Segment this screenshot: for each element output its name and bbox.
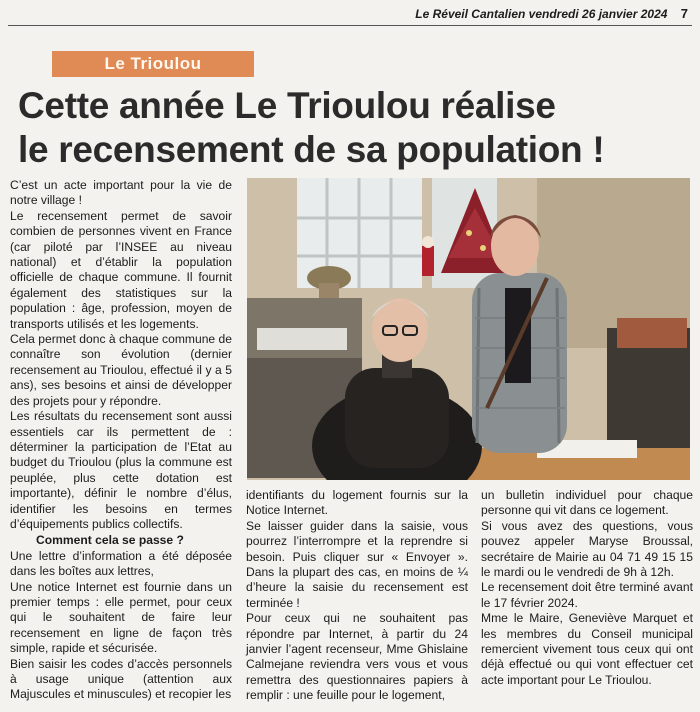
paragraph: C’est un acte important pour la vie de notre village !	[10, 178, 232, 208]
page-number: 7	[680, 6, 688, 21]
headline-line-2: le recensement de sa population !	[18, 129, 605, 170]
paragraph: Si vous avez des questions, vous pouvez appeler Maryse Broussal, secrétaire de Mairie au 04 71 49 15 15 le mardi ou le vendredi de 9h à 12h.	[481, 518, 693, 580]
article-subhead: Comment cela se passe ?	[36, 533, 184, 548]
paragraph: Le recensement permet de savoir combien de personnes vivent en France (car piloté par l’INSEE au niveau national) et d’établir la population officielle de chaque commune. Il fournit également des statistiques sur la population : âge, profession, moyen de transports utilisés et les logements.	[10, 208, 232, 331]
paragraph: Les résultats du recensement sont aussi essentiels car ils permettent de : déterminer la participation de l’Etat au budget du Trioulou (plus la commune est peuplée, plus cette dotation est importante), définir le nombre d’élus, identifier les besoins en termes d’équipements publics collectifs.	[10, 409, 232, 531]
paragraph: identifiants du logement fournis sur la Notice Internet.	[246, 488, 468, 518]
paragraph: Une lettre d’information a été déposée dans les boîtes aux lettres,	[10, 548, 232, 579]
paragraph: Une notice Internet est fournie dans un premier temps : elle permet, pour ceux qui le souhaitent de faire leur recensement en ligne de façon très simple, rapide et sécurisée.	[10, 579, 232, 656]
article-column-1	[10, 178, 232, 703]
paragraph: Cela permet donc à chaque commune de connaître son évolution (dernier recensement au Trioulou, effectué il y a 5 ans), ses besoins et ainsi de développer des projets pour y répondre.	[10, 332, 232, 408]
paragraph: un bulletin individuel pour chaque personne qui vit dans ce logement.	[481, 488, 693, 518]
article-column-3	[481, 488, 693, 688]
header-rule	[8, 25, 692, 26]
paragraph: Bien saisir les codes d’accès personnels à usage unique (attention aux Majuscules et minuscules) et recopier les	[10, 656, 232, 702]
paragraph: Se laisser guider dans la saisie, vous pourrez l’interrompre et la reprendre si besoin. Puis cliquer sur « Envoyer ». Dans la plupart des cas, en moins de ¼ d’heure la saisie du recensement est terminée !	[246, 518, 468, 610]
article-column-2	[246, 488, 468, 704]
article-headline	[18, 84, 688, 172]
publication-name: Le Réveil Cantalien	[415, 7, 526, 21]
paragraph: Le recensement doit être terminé avant le 17 février 2024.	[481, 580, 693, 610]
photo-illustration	[247, 178, 690, 480]
publication-date: vendredi 26 janvier 2024	[528, 7, 668, 21]
article-photo	[247, 178, 690, 480]
paragraph: Mme le Maire, Geneviève Marquet et les membres du Conseil municipal remercient vivement tous ceux qui ont déjà effectué ou qui vont effectuer cet acte important pour Le Trioulou.	[481, 611, 693, 687]
paragraph: Pour ceux qui ne souhaitent pas répondre par Internet, à partir du 24 janvier l’agent recenseur, Mme Ghislaine Calmejane reviendra vers vous et vous remettra des questionnaires papiers à remplir : une feuille pour le logement,	[246, 611, 468, 703]
headline-line-1: Cette année Le Trioulou réalise	[18, 85, 556, 126]
section-rubric: Le Trioulou	[52, 51, 254, 77]
page-header	[415, 6, 688, 21]
